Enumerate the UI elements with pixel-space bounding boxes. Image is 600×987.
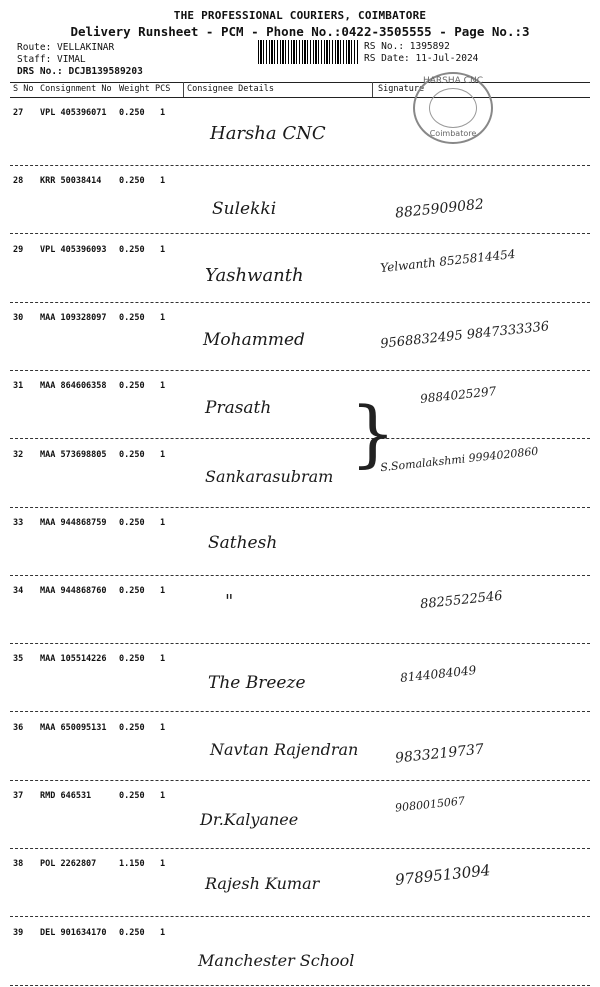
row-sno: 34 [13, 586, 24, 596]
row-pcs: 1 [160, 859, 166, 869]
row-consignment-no: MAA 650095131 [40, 723, 107, 733]
row-consignment-no: VPL 405396093 [40, 245, 107, 255]
row-pcs: 1 [160, 450, 166, 460]
row-separator [10, 438, 590, 439]
row-consignment-no: MAA 105514226 [40, 654, 107, 664]
consignee-handwriting: Sankarasubram [205, 467, 334, 486]
row-sno: 39 [13, 928, 24, 938]
table-row [10, 923, 590, 987]
signature-handwriting: 9884025297 [419, 384, 497, 406]
row-separator [10, 302, 590, 303]
col-consignment: Consignment No [40, 84, 112, 94]
row-weight: 0.250 [119, 450, 145, 460]
row-consignment-no: MAA 109328097 [40, 313, 107, 323]
row-separator [10, 711, 590, 712]
table-row [10, 718, 590, 782]
signature-handwriting: S.Somalakshmi 9994020860 [379, 444, 539, 475]
consignee-handwriting: The Breeze [208, 673, 306, 693]
staff-label: Staff: VIMAL [17, 54, 86, 65]
table-row [10, 513, 590, 577]
row-separator [10, 916, 590, 917]
row-weight: 0.250 [119, 313, 145, 323]
signature-handwriting: 8144084049 [399, 663, 477, 685]
consignee-handwriting: Navtan Rajendran [210, 740, 359, 759]
row-sno: 28 [13, 176, 24, 186]
stamp-text-top: HARSHA CNC [423, 76, 483, 86]
consignee-handwriting: Yashwanth [205, 265, 304, 286]
rs-date: RS Date: 11-Jul-2024 [364, 53, 479, 64]
row-weight: 0.250 [119, 245, 145, 255]
col-consignee: Consignee Details [187, 84, 274, 94]
table-row [10, 854, 590, 918]
row-pcs: 1 [160, 928, 166, 938]
row-separator [10, 848, 590, 849]
handwritten-bracket: } [350, 391, 396, 475]
row-weight: 0.250 [119, 586, 145, 596]
row-separator [10, 370, 590, 371]
row-consignment-no: MAA 944868760 [40, 586, 107, 596]
row-consignment-no: POL 2262807 [40, 859, 97, 869]
signature-handwriting: 8825909082 [394, 196, 485, 222]
stamp-text-bottom: Coimbatore [429, 129, 477, 138]
table-row [10, 308, 590, 372]
row-pcs: 1 [160, 586, 166, 596]
row-sno: 36 [13, 723, 24, 733]
consignee-handwriting: Sathesh [208, 533, 278, 553]
row-weight: 0.250 [119, 654, 145, 664]
row-pcs: 1 [160, 245, 166, 255]
table-header [10, 83, 590, 97]
row-pcs: 1 [160, 791, 166, 801]
row-separator [10, 643, 590, 644]
signature-handwriting: Yelwanth 8525814454 [379, 246, 517, 276]
signature-handwriting: 8825522546 [419, 588, 504, 613]
signature-handwriting: 9833219737 [394, 741, 485, 767]
table-row [10, 103, 590, 167]
row-sno: 37 [13, 791, 24, 801]
row-separator [10, 985, 590, 986]
table-row [10, 649, 590, 713]
signature-handwriting: 9789513094 [394, 861, 492, 889]
row-sno: 33 [13, 518, 24, 528]
runsheet-title: Delivery Runsheet - PCM - Phone No.:0422-3505555 - Page No.:3 [70, 24, 530, 39]
consignee-handwriting: Harsha CNC [210, 123, 326, 144]
header-divider [183, 82, 184, 97]
consignee-handwriting: Rajesh Kumar [205, 874, 320, 893]
col-signature: Signature [378, 84, 425, 94]
row-weight: 0.250 [119, 791, 145, 801]
row-separator [10, 575, 590, 576]
consignee-handwriting: Prasath [205, 398, 272, 418]
signature-handwriting: 9568832495 9847333336 [379, 319, 550, 352]
drs-number: DRS No.: DCJB139589203 [17, 66, 143, 77]
row-separator [10, 165, 590, 166]
row-separator [10, 233, 590, 234]
row-consignment-no: DEL 901634170 [40, 928, 107, 938]
col-weight: Weight [119, 84, 150, 94]
company-name: THE PROFESSIONAL COURIERS, COIMBATORE [173, 9, 427, 22]
row-consignment-no: RMD 646531 [40, 791, 92, 801]
route-label: Route: VELLAKINAR [17, 42, 115, 53]
barcode [258, 40, 358, 64]
row-separator [10, 780, 590, 781]
table-row [10, 445, 590, 509]
row-sno: 29 [13, 245, 24, 255]
row-consignment-no: MAA 573698805 [40, 450, 107, 460]
row-pcs: 1 [160, 108, 166, 118]
row-weight: 0.250 [119, 381, 145, 391]
row-sno: 31 [13, 381, 24, 391]
row-pcs: 1 [160, 723, 166, 733]
row-consignment-no: MAA 864606358 [40, 381, 107, 391]
row-pcs: 1 [160, 313, 166, 323]
row-pcs: 1 [160, 381, 166, 391]
row-consignment-no: MAA 944868759 [40, 518, 107, 528]
row-weight: 0.250 [119, 176, 145, 186]
row-sno: 27 [13, 108, 24, 118]
row-pcs: 1 [160, 176, 166, 186]
table-row [10, 581, 590, 645]
row-separator [10, 507, 590, 508]
table-row [10, 240, 590, 304]
consignee-handwriting: Sulekki [212, 199, 277, 219]
table-row [10, 171, 590, 235]
row-weight: 1.150 [119, 859, 145, 869]
row-pcs: 1 [160, 654, 166, 664]
row-sno: 35 [13, 654, 24, 664]
row-weight: 0.250 [119, 108, 145, 118]
header-divider [372, 82, 373, 97]
table-row [10, 786, 590, 850]
rs-number: RS No.: 1395892 [364, 41, 450, 52]
row-sno: 30 [13, 313, 24, 323]
consignee-handwriting: Dr.Kalyanee [200, 810, 299, 829]
header-bottom-rule [10, 97, 590, 98]
row-pcs: 1 [160, 518, 166, 528]
row-weight: 0.250 [119, 928, 145, 938]
col-pcs: PCS [155, 84, 171, 94]
consignee-handwriting: " [225, 591, 234, 612]
col-sno: S No [13, 84, 34, 94]
table-row [10, 376, 590, 440]
consignee-handwriting: Mohammed [203, 330, 305, 350]
consignee-handwriting: Manchester School [198, 951, 355, 970]
row-sno: 32 [13, 450, 24, 460]
row-consignment-no: VPL 405396071 [40, 108, 107, 118]
row-consignment-no: KRR 50038414 [40, 176, 102, 186]
row-weight: 0.250 [119, 518, 145, 528]
row-weight: 0.250 [119, 723, 145, 733]
signature-handwriting: 9080015067 [394, 794, 466, 815]
row-sno: 38 [13, 859, 24, 869]
